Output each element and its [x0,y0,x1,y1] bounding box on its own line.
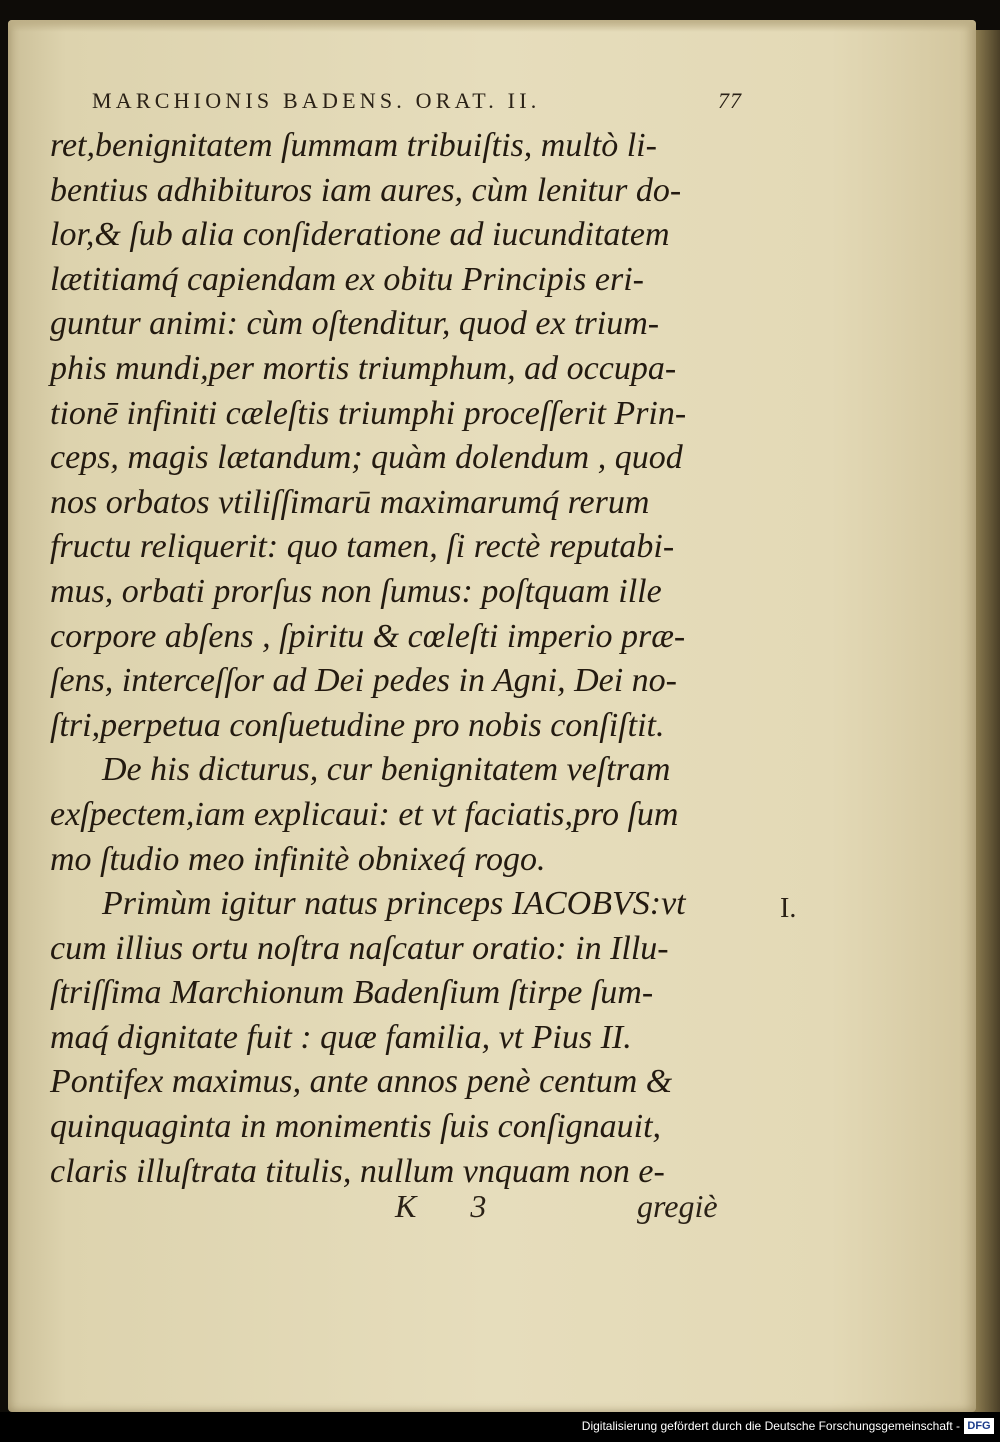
paragraph-first-line: Primùm igitur natus princeps IACOBVS:vt [102,885,686,923]
footer-bar [0,1412,1000,1442]
text-line: quinquaginta in monimentis ſuis conſignauit, [50,1108,662,1146]
text-line: guntur animi: cùm oſtenditur, quod ex trium- [50,305,660,343]
signature-letter: K [395,1188,419,1224]
page-number: 77 [718,88,742,113]
text-line: lor,& ſub alia conſideratione ad iucunditatem [50,216,670,254]
text-line: nos orbatos vtiliſſimarū maximarumq́ rerum [50,483,650,521]
signature-mark [395,1188,488,1225]
running-head [92,88,742,124]
footer-credit: Digitalisierung gefördert durch die Deutsche Forschungsgemeinschaft - [581,1419,960,1433]
text-line: ceps, magis lætandum; quàm dolendum , quod [50,439,683,477]
text-line: cum illius ortu noſtra naſcatur oratio: in Illu- [50,929,669,967]
text-line: mo ſtudio meo infinitè obnixeq́ rogo. [50,840,546,878]
marginal-note: I. [780,893,797,924]
paragraph-first-line: De his dicturus, cur benignitatem veſtram [102,751,671,789]
text-line: ſtriſſima Marchionum Badenſium ſtirpe ſum- [50,974,654,1012]
text-line: ret,benignitatem ſummam tribuiſtis, multò li- [50,127,657,164]
page-top-shadow [8,20,976,32]
text-line: claris illuſtrata titulis, nullum vnquam non e- [50,1152,665,1190]
catchword: gregiè [637,1188,718,1224]
text-line: ſens, interceſſor ad Dei pedes in Agni, Dei no- [50,662,677,700]
text-line: phis mundi,per mortis triumphum, ad occupa- [50,349,677,387]
text-line: ſtri,perpetua conſuetudine pro nobis conſiſtit. [50,706,665,744]
signature-number: 3 [470,1188,489,1224]
page-text [50,124,750,1194]
text-line: exſpectem,iam explicaui: et vt faciatis,pro ſum [50,795,679,833]
dfg-logo: DFG [964,1418,994,1434]
text-line: corpore abſens , ſpiritu & cœleſti imperio præ- [50,617,686,655]
text-line: mus, orbati prorſus non ſumus: poſtquam ille [50,572,662,610]
text-line: lætitiamq́ capiendam ex obitu Principis eri- [50,260,644,298]
text-line: fructu reliquerit: quo tamen, ſi rectè reputabi- [50,528,675,566]
text-line: bentius adhibituros iam aures, cùm lenitur do- [50,171,682,209]
text-line: maq́ dignitate fuit : quæ familia, vt Pius II. [50,1018,632,1056]
running-head-title: MARCHIONIS BADENS. ORAT. II. [92,88,541,113]
text-line: Pontifex maximus, ante annos penè centum & [50,1063,673,1101]
text-line: tionē infiniti cæleſtis triumphi proceſſerit Prin- [50,394,687,432]
